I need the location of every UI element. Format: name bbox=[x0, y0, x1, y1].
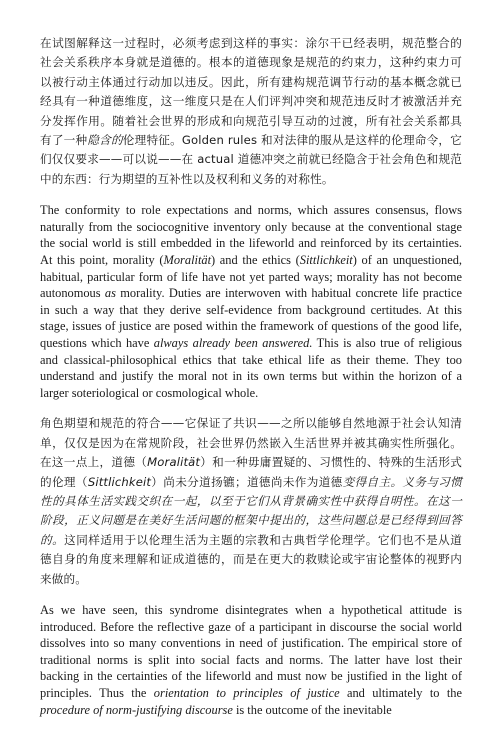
text-run: is the outcome of the inevitable bbox=[232, 702, 392, 717]
english-paragraph-1 bbox=[40, 202, 462, 401]
text-run: As we have seen, this syndrome disintegrates when a hypothetical attitude is introduced. Before the reflective gaze of a participant in discourse the social world dissolves into so many conventions in need of justification. The empirical store of traditional norms is split into social facts and norms. The latter have lost their backing in the certainties of the lifeworld and must now be justified in the light of principles. Thus the bbox=[40, 603, 462, 700]
english-paragraph-2 bbox=[40, 602, 462, 718]
text-run: The conformity to role expectations and norms, which assures consensus, flows naturally from the sociocognitive inventory only because at the conventional stage the social world is still embedded in the lifeworld and reinforced by its certainties. At this point, morality ( bbox=[40, 203, 462, 268]
text-run: 角色期望和规范的符合——它保证了共识——之所以能够自然地源于社会认知清单，仅仅是因为在常规阶段，社会世界仍然嵌入生活世界并被其确实性所强化。在这一点上，道德（ bbox=[40, 416, 462, 470]
chinese-paragraph-2 bbox=[40, 414, 462, 589]
text-run: ) of an unquestioned, habitual, particular form of life have not yet parted ways; morality has not become autonomous bbox=[40, 253, 462, 301]
emphasis-run: Moralität bbox=[147, 455, 201, 470]
text-run: and ultimately to the bbox=[339, 686, 462, 700]
chinese-paragraph-1 bbox=[40, 34, 462, 189]
text-run: ) and the ethics ( bbox=[211, 253, 300, 268]
text-run: This is also true of religious and classical-philosophical ethics that take ethical life as their theme. They too understand and justify the moral not in its own terms but within the horizon of a larger soteriological or cosmological whole. bbox=[40, 336, 462, 400]
text-run: 伦理特征。Golden rules 和对法律的服从是这样的伦理命令，它们仅仅要求——可以说——在 actual 道德冲突之前就已经隐含于社会角色和规范中的东西：行为期望的互补性以及权利和义务的对称性。 bbox=[40, 133, 462, 186]
emphasis-run: orientation to principles of justice bbox=[153, 686, 340, 700]
text-run: 在试图解释这一过程时，必须考虑到这样的事实：涂尔干已经表明，规范整合的社会关系秩序本身就是道德的。根本的道德现象是规范的约束力，这种约束力可以被行动主体通过行动加以违反。因此，所有建构规范调节行动的基本概念就已经具有一种道德维度，这一维度只是在人们评判冲突和规范违反时才被激活并充分发挥作用。随着社会世界的形成和向规范引导互动的过渡，所有社会关系都具有了一种 bbox=[40, 36, 462, 148]
document-page bbox=[40, 34, 462, 731]
emphasis-run: always already been answered. bbox=[153, 336, 313, 350]
emphasis-run: procedure of norm-justifying discourse bbox=[40, 702, 233, 717]
text-run: morality. Duties are interwoven with habitual concrete life practice in such a way that they derive self-evidence from background certitudes. At this stage, issues of justice are posed within the framework of questions of the good life, questions which have bbox=[40, 286, 463, 350]
emphasis-run: Sittlichkeit bbox=[299, 253, 353, 268]
text-run: ）和一种毋庸置疑的、习惯性的、特殊的生活形式的伦理（ bbox=[40, 455, 462, 489]
emphasis-run: 隐含的 bbox=[87, 133, 123, 148]
text-run: 这同样适用于以伦理生活为主题的宗教和古典哲学伦理学。它们也不是从道德自身的角度来理解和证成道德的，而是在更大的救赎论或宇宙论整体的视野内来做的。 bbox=[40, 532, 462, 586]
emphasis-run: as bbox=[104, 286, 116, 301]
text-run: ）尚未分道扬镳；道德尚未作为道德 bbox=[151, 474, 343, 489]
emphasis-run: Moralität bbox=[163, 253, 212, 268]
emphasis-run: Sittlichkeit bbox=[87, 474, 152, 489]
emphasis-run: 变得自主。义务与习惯性的具体生活实践交织在一起，以至于它们从背景确实性中获得自明性。在这一阶段，正义问题是在美好生活问题的框架中提出的，这些问题总是已经得到回答的。 bbox=[40, 474, 462, 547]
